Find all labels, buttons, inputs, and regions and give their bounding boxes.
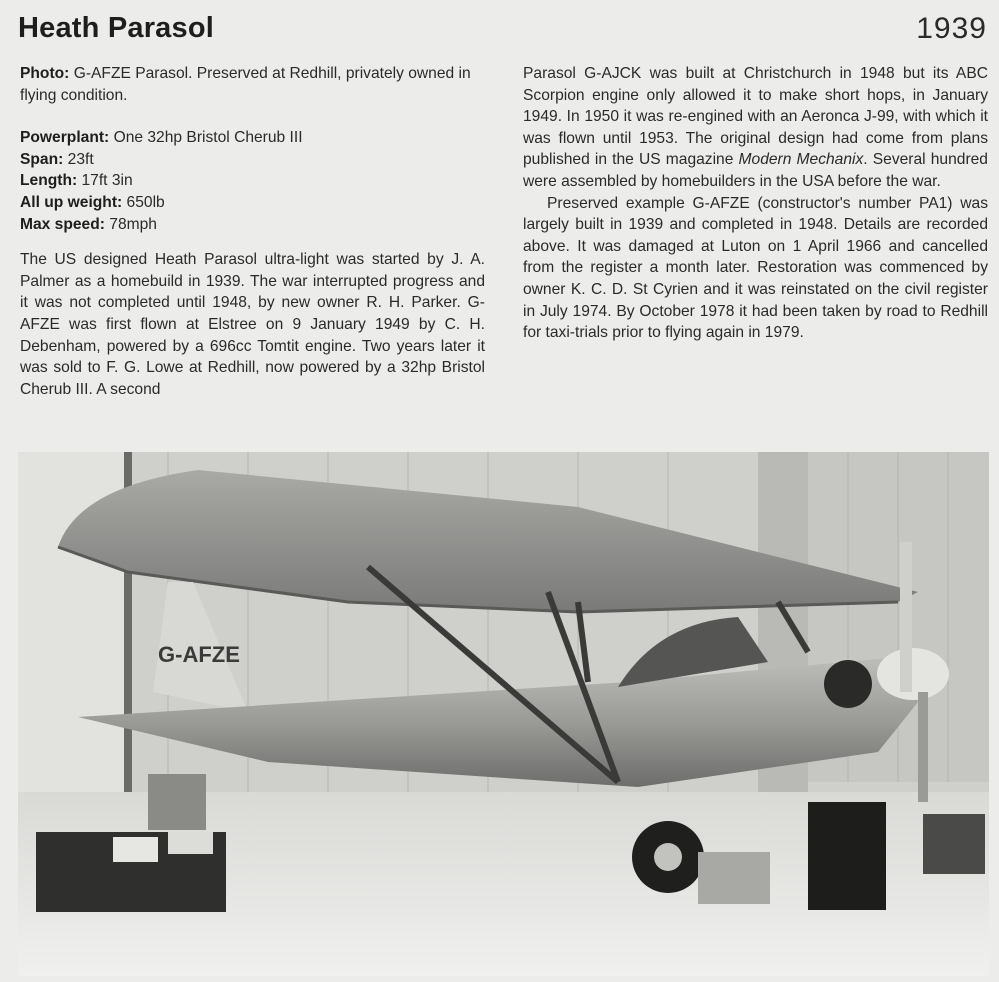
crate xyxy=(148,774,206,830)
spinner xyxy=(877,648,949,700)
spec-length xyxy=(20,170,485,192)
aircraft-photo-illustration xyxy=(18,452,989,976)
spec-weight xyxy=(20,192,485,214)
tail-registration: G-AFZE xyxy=(158,642,240,667)
aircraft-photo xyxy=(18,452,989,976)
magazine-title: Modern Mechanix xyxy=(738,151,864,169)
body-text-right-main: Parasol G-AJCK was built at Christchurch in 1948 but its ABC Scorpion engine only allowed it to make short hops, in January 1949. In 1950 it was re-engined with an Aeronca J-99, with which it was flown until 1953. The original design had come from plans published in the US magazine xyxy=(523,65,988,169)
chock-block xyxy=(698,852,770,904)
photo-caption-text: G-AFZE Parasol. Preserved at Redhill, privately owned in flying condition. xyxy=(20,65,471,104)
spec-powerplant xyxy=(20,127,485,149)
left-column xyxy=(20,63,485,400)
spec-value: 23ft xyxy=(63,150,94,168)
spec-value: 650lb xyxy=(122,193,165,211)
spec-label: Span: xyxy=(20,150,64,168)
spec-label: Length: xyxy=(20,172,78,190)
spec-max-speed xyxy=(20,214,485,236)
body-text-left: The US designed Heath Parasol ultra-light was started by J. A. Palmer as a homebuild in 1939. The war interrupted progress and it was not completed until 1948, by new owner R. H. Parker. G-AFZE was first flown at Elstree on 9 January 1949 by C. H. Debenham, powered by a 696cc Tomtit engine. Two years later it was sold to F. G. Lowe at Redhill, now powered by a 32hp Bristol Cherub III. A second xyxy=(20,251,485,398)
page-title: Heath Parasol xyxy=(18,12,215,44)
spec-label: Powerplant: xyxy=(20,129,110,147)
body-text-right xyxy=(523,63,988,193)
right-column xyxy=(523,63,988,344)
spec-value: 78mph xyxy=(104,215,157,233)
propeller xyxy=(900,542,912,692)
photo-caption xyxy=(20,63,485,106)
body-text-right-end: . Several hundred were assembled by homebuilders in the USA before the war. xyxy=(523,151,988,190)
spec-value: One 32hp Bristol Cherub III xyxy=(109,129,303,147)
year-label: 1939 xyxy=(916,12,987,45)
trolley xyxy=(923,814,985,874)
spec-label: Max speed: xyxy=(20,215,105,233)
spec-value: 17ft 3in xyxy=(77,172,133,190)
photo-caption-label: Photo: xyxy=(20,65,70,82)
engine-cylinder xyxy=(824,660,872,708)
wheel-chock-crate xyxy=(808,802,886,910)
body-paragraph-2: Preserved example G-AFZE (constructor's number PA1) was largely built in 1939 and completed in 1948. Details are recorded above. It was damaged at Luton on 1 April 1966 and cancelled from the register a month later. Restoration was commenced by owner K. C. D. St Cyrien and it was reinstated on the civil register in July 1974. By October 1978 it had been taken by road to Redhill for taxi-trials prior to flying again in 1979. xyxy=(523,194,988,342)
spec-span xyxy=(20,149,485,171)
spec-label: All up weight: xyxy=(20,193,123,211)
